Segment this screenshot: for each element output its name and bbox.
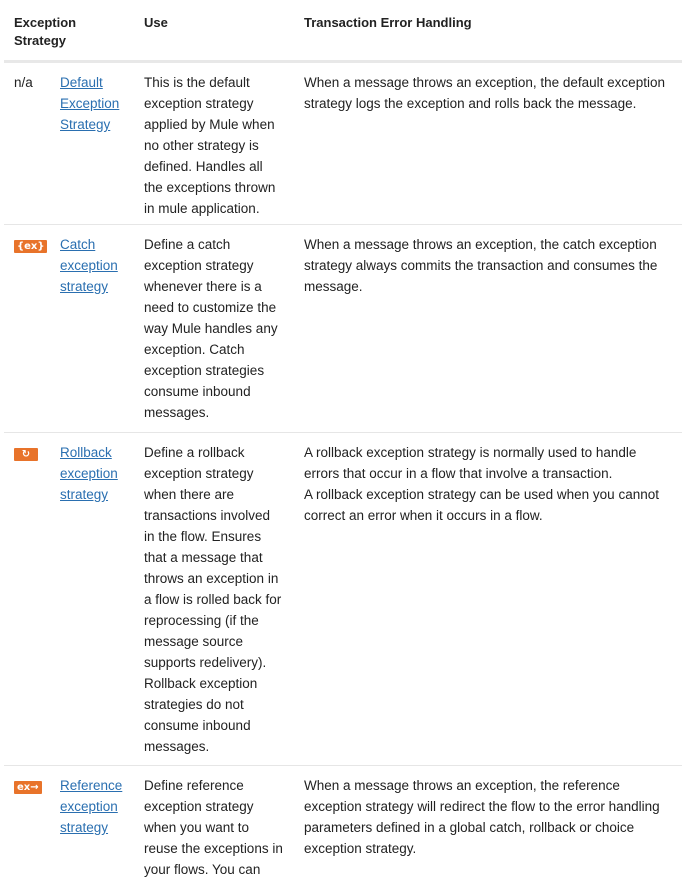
text-line: errors that occur in a flow that involve a transaction. [304,466,613,481]
exception-strategy-table [4,0,682,886]
text-line: A rollback exception strategy can be used when you cannot [304,487,659,502]
catch-exception-strategy-link[interactable]: exception [60,258,118,273]
text-line: exception strategy [144,258,254,273]
text-line: transactions involved [144,508,271,523]
text-line: your flows. You can [144,862,261,877]
text-line: messages. [144,739,210,754]
text-line: reuse the exceptions in [144,841,283,856]
reference-exception-strategy-link[interactable]: exception [60,799,118,814]
text-line: Rollback exception [144,676,258,691]
text-line: message. [304,279,363,294]
header-line: Exception [14,15,77,30]
text-line: When a message throws an exception, the reference [304,778,620,793]
catch-exception-strategy-link[interactable]: strategy [60,279,109,294]
text-line: correct an error when it occurs in a flow. [304,508,543,523]
default-exception-strategy-link[interactable]: Default [60,75,103,90]
text-line: the exceptions thrown [144,180,276,195]
text-line: message source [144,634,244,649]
text-line: need to customize the [144,300,277,315]
table-header [4,0,682,63]
catch-exception-icon: {ex} [14,240,47,253]
text-line: parameters defined in a global catch, rollback or choice [304,820,635,835]
text-line: consume inbound [144,384,251,399]
transaction-cell [304,72,676,114]
text-line: throws an exception in [144,571,279,586]
text-line: messages. [144,405,210,420]
transaction-cell [304,442,676,526]
text-line: When a message throws an exception, the catch exception [304,237,657,252]
text-line: This is the default [144,75,250,90]
text-line: reprocessing (if the [144,613,259,628]
use-cell [144,442,294,757]
text-line: exception strategy will redirect the flow to the error handling [304,799,660,814]
use-cell [144,775,294,880]
reference-exception-icon: ex→ [14,781,42,794]
use-cell [144,234,294,423]
table-row-reference [4,766,682,886]
text-line: defined. Handles all [144,159,263,174]
table-row-catch [4,225,682,433]
reference-exception-strategy-link[interactable]: Reference [60,778,123,793]
icon-cell [14,442,38,463]
transaction-cell [304,234,676,297]
text-line: A rollback exception strategy is normally used to handle [304,445,637,460]
use-cell [144,72,294,219]
header-transaction-error-handling: Transaction Error Handling [304,15,472,30]
rollback-exception-strategy-link[interactable]: strategy [60,487,109,502]
strategy-name-cell [60,442,132,505]
text-line: Define a catch [144,237,231,252]
text-line: exception strategy [144,466,254,481]
text-line: when there are [144,487,235,502]
table-row-default [4,63,682,225]
header-exception-strategy [14,14,76,50]
table-row-rollback [4,433,682,766]
header-use: Use [144,15,168,30]
text-line: exception. Catch [144,342,245,357]
text-line: When a message throws an exception, the default exception [304,75,665,90]
text-line: strategies do not [144,697,244,712]
text-line: a flow is rolled back for [144,592,282,607]
icon-cell [14,72,33,93]
text-line: exception strategy [144,799,254,814]
text-line: in the flow. Ensures [144,529,262,544]
not-applicable-label: n/a [14,75,33,90]
text-line: strategy always commits the transaction and consumes the [304,258,658,273]
strategy-name-cell [60,775,132,838]
text-line: exception strategy [144,96,254,111]
reference-exception-strategy-link[interactable]: strategy [60,820,109,835]
rollback-exception-strategy-link[interactable]: Rollback [60,445,112,460]
text-line: whenever there is a [144,279,262,294]
default-exception-strategy-link[interactable]: Strategy [60,117,111,132]
default-exception-strategy-link[interactable]: Exception [60,96,120,111]
catch-exception-strategy-link[interactable]: Catch [60,237,96,252]
text-line: in mule application. [144,201,260,216]
transaction-cell [304,775,676,859]
text-line: exception strategies [144,363,265,378]
text-line: Define a rollback [144,445,245,460]
text-line: way Mule handles any [144,321,278,336]
icon-cell [14,234,47,255]
text-line: when you want to [144,820,250,835]
text-line: no other strategy is [144,138,259,153]
icon-cell [14,775,42,796]
text-line: strategy logs the exception and rolls back the message. [304,96,637,111]
text-line: supports redelivery). [144,655,267,670]
text-line: consume inbound [144,718,251,733]
text-line: that a message that [144,550,263,565]
header-line: Strategy [14,33,67,48]
text-line: applied by Mule when [144,117,275,132]
strategy-name-cell [60,234,132,297]
rollback-exception-strategy-link[interactable]: exception [60,466,118,481]
text-line: exception strategy. [304,841,417,856]
strategy-name-cell [60,72,132,135]
rollback-exception-icon: ↻ [14,448,38,461]
text-line: Define reference [144,778,244,793]
